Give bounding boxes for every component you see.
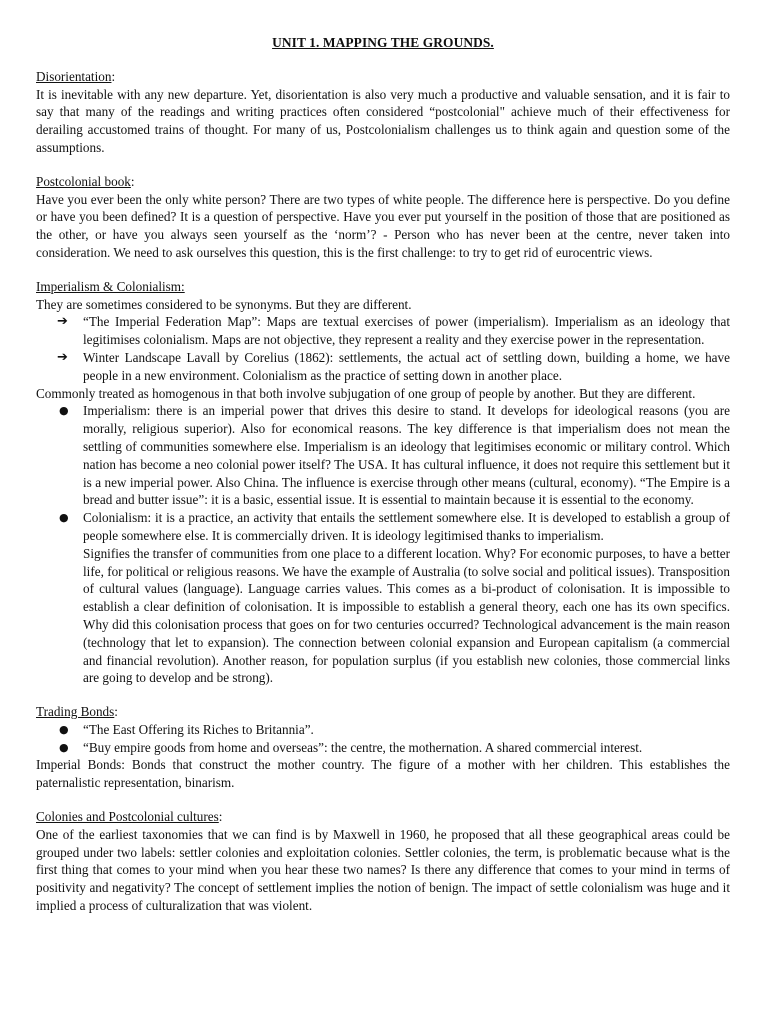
section-heading: Postcolonial book [36,173,131,189]
page-title: UNIT 1. MAPPING THE GROUNDS. [272,35,494,50]
section-heading: Trading Bonds [36,704,115,720]
section-trading-bonds [36,703,730,792]
section-heading: Colonies and Postcolonial cultures [36,809,219,825]
list-item-text: “Buy empire goods from home and overseas”: the centre, the mothernation. A shared commercial interest. [83,739,643,755]
section-postcolonial-book [36,173,730,262]
bullet-list [36,402,730,687]
list-item-text: “The East Offering its Riches to Britannia”. [83,721,314,737]
heading-colon: : [130,173,135,189]
paragraph: One of the earliest taxonomies that we can find is by Maxwell in 1960, he proposed that all these geographical areas could be grouped under two labels: settler colonies and exploitation colonies. Settler colonies, the term, is problematic because what is the first thing that comes to your mind when you hear these two names? Is there any difference that comes to your mind in terms of positivity and negativity? The concept of settlement implies the notion of benign. The impact of settle colonialism was huge and it implied a process of culturalization that was violent. [36,826,730,914]
arrow-icon: ➔ [57,314,68,330]
section-heading-line [36,173,730,191]
section-heading-line [36,703,730,721]
section-heading-line [36,278,730,296]
bullet-icon: ● [59,740,69,754]
section-heading: Disorientation [36,68,112,84]
list-item-continuation: Signifies the transfer of communities from one place to a different location. Why? For economic purposes, to have a better life, for political or religious reasons. We have the example of Australia (to solve social and political issues). Transposition of cultural values (language). Language carries values. This comes as a bi-product of colonisation. It is impossible to establish a clear definition of colonisation. It is impossible to establish a general theory, each one has its own specifics. Why did this colonisation process that goes on for two centuries occurred? Technological advancement is the main reason (technology that let to expansion). The connection between colonial expansion and European capitalism (a commercial and financial revolution). Another reason, for population surplus (if you establish new colonies, those commercial links are going to develop and be strong). [83,545,730,686]
paragraph: It is inevitable with any new departure. Yet, disorientation is also very much a productive and valuable sensation, and it is fair to say that many of the readings and writing practices often considered “postcolonial" achieve much of their effectiveness for derailing accustomed trains of thought. For many of us, Postcolonialism challenges us to think again and question some of the assumptions. [36,86,730,155]
section-disorientation [36,68,730,157]
paragraph: Imperial Bonds: Bonds that construct the mother country. The figure of a mother with her children. This establishes the paternalistic representation, binarism. [36,757,730,791]
list-item [57,349,730,385]
list-item [59,509,730,687]
list-item-text: Colonialism: it is a practice, an activity that entails the settlement somewhere else. It is developed to establish a group of people somewhere else. It is commercially driven. It is ideology legitimised thanks to imperialism. [83,510,730,543]
arrow-list [36,313,730,384]
heading-colon: : [218,809,223,825]
list-item-text: Winter Landscape Lavall by Corelius (1862): settlements, the actual act of settling down, building a home, we have people in a new environment. Colonialism as the practice of setting down in another place. [83,349,730,383]
paragraph: They are sometimes considered to be synonyms. But they are different. [36,296,412,312]
bullet-icon: ● [59,511,69,525]
heading-colon: : [114,704,118,720]
bullet-icon: ● [59,404,69,418]
bullet-icon: ● [59,722,69,736]
section-colonies-postcolonial-cultures [36,808,730,915]
list-item [59,402,730,509]
list-item-text: Imperialism: there is an imperial power that drives this desire to stand. It develops for ideological reasons (you are morally, religious superior). Also for economical reasons. The key difference is that imperialism does not mean the settling of communities somewhere else. Imperialism is an ideology that legitimises economic or military control. Which nation has become a neo colonial power itself? The USA. It has cultural influence, it does not require this settlement but it is a new imperial power. Also China. The influence is exercise through other means (cultural, economy). “The Empire is a bread and butter issue”: it is a basic, essential issue. It is essential to maintain because it is essential to the economy. [83,403,730,508]
section-heading-line [36,808,730,826]
list-item [57,313,730,349]
heading-colon: : [111,68,116,84]
list-item [59,739,730,757]
section-heading: Imperialism & Colonialism: [36,278,185,294]
list-item-text: “The Imperial Federation Map”: Maps are textual exercises of power (imperialism). Imperialism as an ideology that legitimises colonialism. Maps are not objective, they represent a reality and they exercise power in the representation. [83,314,730,348]
paragraph: Commonly treated as homogenous in that both involve subjugation of one group of people by another. But they are different. [36,385,696,401]
bullet-list [36,721,730,757]
paragraph: Have you ever been the only white person? There are two types of white people. The difference here is perspective. Do you define or have you been defined? It is a question of perspective. Have you ever put yourself in the position of those that are positioned as the other, or have you always seen yourself as the ‘norm’? - Person who has never been at the centre, never taken into consideration. We need to ask ourselves this question, this is the first challenge: to try to get rid of eurocentric views. [36,191,730,260]
section-imperialism-colonialism [36,278,730,687]
arrow-icon: ➔ [57,349,68,365]
list-item [59,721,730,739]
section-heading-line [36,68,730,86]
